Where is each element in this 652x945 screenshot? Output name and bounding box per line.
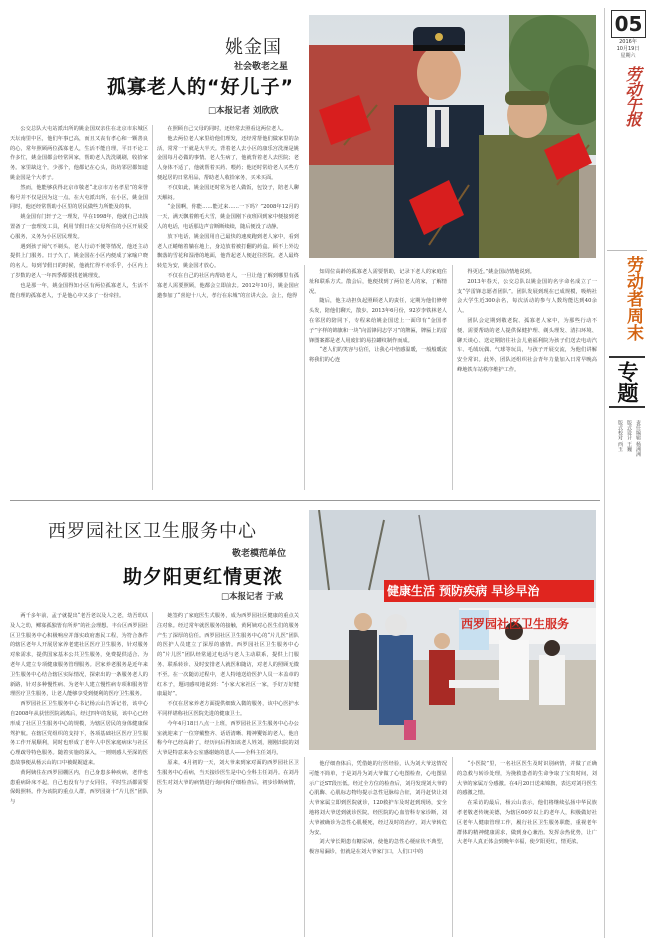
article2-column-1: [10, 612, 148, 937]
article1-col3-p3: “老人们的笑容与信任，让我心中倍感温暖，一般般暖流将我们的心连: [309, 347, 447, 364]
credit-proofreader: 版式校对 西玉: [617, 420, 623, 452]
article1-col2-p1: 在照顾自己父母的同时，还经常去照看这两位老人。: [167, 126, 287, 132]
credit-designer: 版式设计 王巍: [626, 420, 632, 452]
section-title-text: 劳动者周末: [623, 256, 643, 341]
article2-col4-p1: “小医院”里，一名社区医生及时识别病情，并做了正确的急救与转诊处理，为挽救患者的生命争取了宝贵时间，刘大爷的家属万分感激。在4月20日送来锦旗，表达对刘丹医生的感激之情。: [457, 761, 597, 797]
article2-name: 西罗园社区卫生服务中心: [48, 521, 257, 542]
article2-col2-p3: 今年4月18日八点一上班，西罗园社区卫生服务中心办公室就迎来了一位穿戴整齐、话语清晰、精神矍铄的老人，他自称今年已经高龄了，经历问后得知该老人姓刘，刚刚出院的刘大爷是特意来办公室感谢她的恩人——全科主任刘丹。: [157, 720, 299, 757]
article2-col2-p4: 原来，4月初的一天，刘大爷来到家对面的西罗园社区卫生服务中心看病，当天接诊医生是中心全科主任刘丹。在刘丹医生对刘大爷的病情进行询问和仔细检查后，初步诊断病情，为: [157, 759, 299, 796]
article2-col3-p1: 他仔细查体后，凭借她的行医经验，认为刘大爷这情况可能不简单，于是刘丹为刘大爷做了心电图检查，心电图显示广泛ST段压低。经过全方位的检查后，刘丹发现刘大爷的心肌酶、心肌标志物均提示急性冠脉综合征，刘丹赶快让刘大爷家属立即到医院就诊，120救护车及时赶到现场，安全地将刘大爷送到就诊医院。经医院的心血管科专家诊断，刘大爷被确诊为急性心肌梗死，经过及时的治疗，刘大爷转危为安。: [309, 761, 447, 836]
article2-column-2: [157, 612, 299, 937]
article1-col4-p2: 2013年春天，公交总队以姚金国的名字命名成立了一支“学雷锋志愿者团队”。团队发展到现在已成规模，吸纳社会大学生近300余名，每次活动的参与人数均能达到40余人。: [457, 278, 597, 315]
article1-col1-p4: 遇到孩子闹气不剃头，老人行动不便等情况，他还主动提供上门服务。日子久了，姚金国在小区内便成了家喻户晓的名人。每到节假日的时候，他就忙得不亦乐乎，小区内上了岁数的老人一年四季都要找老姚理发。: [10, 243, 148, 279]
article1-column-1: [10, 125, 148, 490]
page-number: 05: [614, 12, 643, 36]
date-year: 2016年: [619, 39, 637, 45]
article2-col1-p1: 两千多年前，孟子就提出“老吾老以及人之老，幼吾幼以及人之幼，鳏寡孤独皆有所养”的社会理想。丰台区西罗园社区卫生服务中心积极响应并落实政府惠民工程，为符合条件的辖区老年人开展居家养老建社区医疗卫生服务，针对服务对象需求，提供国家基本公共卫生服务，免费提供适合、为老年人建立专项健康服务管理服务。居家养老服务是近年来卫生服务中心结合辖区实际情况，探索出的一条服务老人的新路，针对多种慢性病、为老年人建立慢性病专项和服务管理医疗卫生服务，让老人能够享受到便利的医疗卫生服务。: [10, 613, 148, 698]
article2-col4-p2: 在采访的最后，杨云山表示，他们将继续弘扬中华民族孝老敬老传统美德，为辖区60岁以上的老年人，积极做好社区老年人健康管理工作，履行社区卫生服务职能，重视老年群体的精神健康需求，做到身心兼治。发挥余热优势，让广大老年人真正体会到晚年幸福，使夕阳更红，情更浓。: [457, 800, 597, 846]
article1-col4-p1: 得更近。”姚金国动情地说到。: [467, 269, 535, 275]
article2-column-3: [309, 760, 447, 937]
police-elder-photo: [309, 15, 596, 258]
photo-banner-1: 健康生活 预防疾病 早诊早治: [387, 584, 540, 598]
article1-col2-p6: 不仅在自己的社区内帮助老人，一旦让他了解到哪里有孤寡老人需要照顾，他都会立即前去。2012年10月，姚金国应邀参加了“喜迎十八大，孝行在东城”的宣讲大会。会上，他得: [157, 272, 299, 299]
article2-photo: [309, 510, 596, 750]
article1-column-2: [157, 125, 299, 490]
article2-col1-p3: 黄阿姨住在西罗园棚区内，自己身患多种疾病，老伴也患重病卧床不起，自己也没有与子女同住，平时生活都需要保姆照料。作为该院的重点人群，西罗园第十“片儿医”团队与: [10, 769, 148, 806]
article1-column-4: [457, 268, 597, 490]
article2-col1-p2: 西罗园社区卫生服务中心书记杨云山告诉记者，该中心自2008年从获营医院剥离后，经过四年的发展，该中心已经形成了社区卫生服务中心的规模，为辖区居民的身体健康保驾护航。在辖区党组织的支持下，各项基础社区医疗卫生服务工作开展顺利，同时也形成了老年人中医家庭病床与社区心理疏导特色服务。随着实施的深入，一则则感人至深的医患故事便从杨云山的口中被娓娓道来。: [10, 701, 148, 766]
article1-byline: □本报记者 刘欣欣: [208, 106, 279, 116]
article1-name: 姚金国: [225, 37, 282, 58]
article1-col1-p3: 姚金国有门轩子之一理发，早在1998年，他就自己出钱置备了一套理发工具，利用节假日在父母所住的小区开展爱心服务，义务为小区居民理发。: [10, 214, 148, 240]
date-day: 10月19日: [616, 46, 640, 52]
article2-col2-p2: 不仅在居家养老方面提供细致入微的服务，该中心医护水平同样堪称社区医院先进的健康卫士。: [157, 701, 299, 717]
article1-photo: [309, 15, 596, 258]
section-title: [612, 256, 642, 341]
newspaper-logo: [617, 66, 641, 126]
credit-editor: 责任编辑 杨洲洲: [635, 420, 641, 457]
article1-col1-p2: 然而，他能够获得北京市敬老“北京市万名孝星”的荣誉称号并不仅是因为这一点。在大屯派出所，在小区，姚金国同时，他还经常帮助小区里的居民做些力所能及的事。: [10, 184, 148, 211]
article1-col1-p5: 也是那一年，姚金国得知小区有两位孤寡老人，生活不能自理的孤寡老人，于是他心中又多了一份牵挂。: [10, 282, 148, 299]
article1-subtitle: 社会敬老之星: [234, 62, 289, 72]
article1-col2-p2: 他去两位老人家里给他们理发，还经常帮他们做家里的杂活，常常一干就是大半天。背着老人去小区的康乐宫洗澡是姚金国每月必做的事情。老人生病了，他就背着老人去医院；老人身体不适了，他就帮着买药、喂药；他还时常给老人买些方便起居的日常用品，帮助老人收拾家务，买米买面。: [157, 135, 299, 181]
article2-headline: 助夕阳更红情更浓: [123, 566, 284, 588]
article1-col2-p3: 不仅如此，姚金国还时常为老人做饭，包饺子，陪老人聊天解闷。: [157, 184, 299, 201]
article2-byline: □本报记者 于戒: [221, 592, 283, 602]
article1-col3-p1: 知周位高龄的孤寡老人需要帮助，记录下老人的家庭住址和联系方式。散会后，他便找到了两位老人的家，了解情况。: [309, 269, 447, 295]
article1-col4-p3: 团队会定期到敬老院、孤寡老人家中，为那些行动不便、需要帮助的老人提供保健护理、剃头理发、清扫环境、聊天谈心、送定期陪往社会儿童福利院为孩子们送去电动汽车、毛绒玩偶、气球等玩具，与孩子开展交流，为他们讲解安全常识。此外，团队还组织社会青年力量加入日常早晚高峰地铁车站秩序维护工作。: [457, 317, 597, 373]
article2-col2-p1: 她签约了家庭医生式服务，成为西罗园社区健康的重点关注对象。经过常年就医服务的接触，黄阿姨对心医生们的服务产生了深厚的信任。西罗园社区卫生服务中心的“片儿医”团队的医护人员建立了深厚的感情。西罗园社区卫生服务中心的“片儿医”团队经常通过电话与老人主动联系，提供上门服务、联系转诊、及时安排老人就医和随访，对老人的照顾无微不至。在一次随访过程中，老人特地送给医护人员一本盖章的红本子，题词感叹地说到：“小家大家社区一家，手好万好健康最好”。: [157, 613, 299, 698]
topic-box: [609, 356, 645, 408]
article1-col1-p1: 公交总队大屯站派出所的姚金国双亲住在北京市东城区天坛南里中区，他们年事已高，而且又丧有孝心和一颗善良的心，常年照顾两位孤寡老人，生活不能自理，平日不论工作多忙，姚金国都会经常回家，帮助老人洗洗刷刷，收拾家务。家里缺这个，少那个，他都记在心头，街坊邻居都知道姚金国是个大孝子。: [10, 126, 148, 181]
photo-banner-2: 西罗园社区卫生服务: [461, 617, 570, 631]
date-weekday: 星期六: [620, 53, 636, 59]
article1-col2-p4: “金国啊，你能……能过来……一下吗？”2008年12月的一天，满天飘着鹅毛大雪，姚金国刚下夜班回到家中便接到老人的电话，电话那边声音断断续续，随后便没了动静。: [157, 204, 299, 230]
article2-column-4: [457, 760, 597, 937]
article1-col3-p2: 随后，他主动担负起照顾老人的责任，定期为他们修剪头发，陪他们聊天，散步。2013年6月份，92岁李铁林老人在邻居的陪同下，专程来给姚金国送上一面印有“金国孝子”字样的锦旗和一块“向雷锋同志学习”的牌匾，牌匾上的雷锋图案都是老人用废旧的易拉罐纹制作而成。: [309, 298, 447, 344]
article1-column-3: [309, 268, 447, 490]
article1-headline: 孤寡老人的“好儿子”: [107, 76, 294, 98]
logo-text: 劳动午报: [623, 66, 642, 126]
topic-text: 专题: [615, 361, 639, 403]
article2-subtitle: 敬老模范单位: [232, 549, 287, 559]
credits: [612, 420, 642, 490]
article1-col2-p5: 放下电话，姚金国用自己最快的速度跑到老人家中，看到老人正蜷缩着躺在地上，身边放着被打翻的药盒。顾不上外边飘落的雪花和湿滑的地面，他背起老人便赶往医院。老人最终转危为安，姚金国才放心。: [157, 233, 299, 270]
article2-col3-p2: 刘大爷长期患有糖尿病，使他的急性心梗症状不典型，极容易漏诊，但就是在刘大爷家门口，人们口中的: [309, 839, 447, 856]
issue-date: [610, 39, 646, 60]
page-number-box: [611, 10, 646, 38]
